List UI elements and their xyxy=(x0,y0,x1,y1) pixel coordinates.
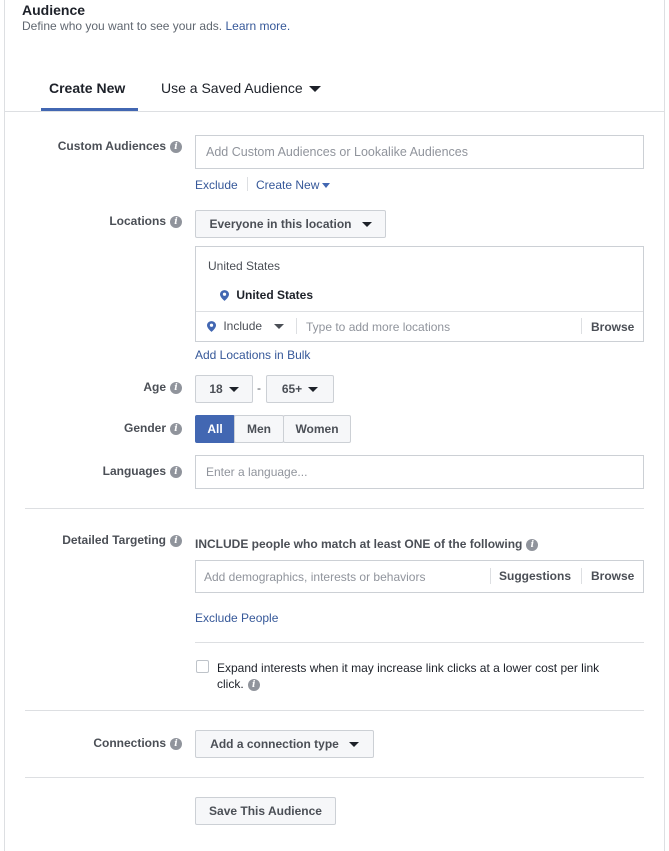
info-icon[interactable]: i xyxy=(170,535,182,547)
custom-audiences-label xyxy=(58,139,182,153)
suggestions-separator xyxy=(490,568,491,584)
tabs-divider xyxy=(5,111,665,112)
selected-location xyxy=(220,288,313,302)
add-locations-bulk-link[interactable]: Add Locations in Bulk xyxy=(195,348,311,362)
section-divider xyxy=(25,777,644,778)
languages-input[interactable] xyxy=(195,455,644,489)
browse-separator xyxy=(581,318,582,334)
label-text: Detailed Targeting xyxy=(62,533,166,547)
dropdown-label: 18 xyxy=(209,382,223,396)
connections-label xyxy=(93,736,182,750)
label-text: Languages xyxy=(102,464,166,478)
dropdown-label: 65+ xyxy=(281,382,303,396)
targeting-divider xyxy=(195,642,644,643)
languages-label xyxy=(103,464,182,478)
caret-down-icon xyxy=(322,183,330,188)
section-title: Audience xyxy=(22,2,86,18)
learn-more-link[interactable]: Learn more. xyxy=(225,19,291,33)
caret-down-icon xyxy=(308,387,318,392)
detailed-targeting-label xyxy=(62,533,182,547)
info-icon[interactable]: i xyxy=(170,738,182,750)
input-placeholder: Add Custom Audiences or Lookalike Audiences xyxy=(206,145,468,159)
expand-interests-label xyxy=(217,660,599,692)
gender-label xyxy=(124,421,182,435)
input-placeholder: Enter a language... xyxy=(206,465,308,479)
section-divider xyxy=(25,710,644,711)
connection-type-dropdown[interactable] xyxy=(195,730,374,758)
dropdown-label: Add a connection type xyxy=(210,737,339,751)
location-type-dropdown[interactable] xyxy=(195,210,386,238)
info-icon[interactable]: i xyxy=(170,216,182,228)
detailed-targeting-input[interactable] xyxy=(204,570,484,584)
label-text: Connections xyxy=(93,736,166,750)
custom-audiences-input[interactable] xyxy=(195,135,644,169)
include-separator xyxy=(296,318,297,334)
info-icon[interactable]: i xyxy=(170,141,182,153)
gender-all-button[interactable]: All xyxy=(195,415,235,443)
caret-down-icon xyxy=(274,324,284,329)
locations-box-divider xyxy=(196,311,643,312)
label-text: Locations xyxy=(109,214,166,228)
targeting-browse-button[interactable]: Browse xyxy=(591,569,635,583)
link-separator xyxy=(247,177,248,191)
expand-interests-checkbox[interactable] xyxy=(196,660,209,673)
age-separator: - xyxy=(257,381,261,395)
tab-create-new[interactable]: Create New xyxy=(49,80,126,96)
section-divider xyxy=(25,508,644,509)
tab-use-saved-audience[interactable] xyxy=(161,80,321,96)
location-browse-button[interactable]: Browse xyxy=(591,320,635,334)
dropdown-label: Everyone in this location xyxy=(209,217,352,231)
suggestions-button[interactable]: Suggestions xyxy=(499,569,572,583)
location-group-label: United States xyxy=(208,259,281,273)
info-icon[interactable]: i xyxy=(526,539,538,551)
age-min-dropdown[interactable] xyxy=(195,375,253,403)
exclude-people-link[interactable]: Exclude People xyxy=(195,611,279,625)
create-new-link[interactable] xyxy=(256,178,330,192)
tab-label: Use a Saved Audience xyxy=(161,80,303,96)
expand-text-line1: Expand interests when it may increase link clicks at a lower cost per link xyxy=(217,661,600,675)
expand-text: click. xyxy=(217,677,244,691)
age-max-dropdown[interactable] xyxy=(266,375,334,403)
link-text: Create New xyxy=(256,178,320,192)
caret-down-icon xyxy=(309,86,321,92)
info-icon[interactable]: i xyxy=(170,423,182,435)
caret-down-icon xyxy=(349,742,359,747)
age-label xyxy=(143,380,182,394)
input-placeholder: Add demographics, interests or behaviors xyxy=(204,570,426,584)
selected-location-text: United States xyxy=(236,288,314,302)
info-icon[interactable]: i xyxy=(248,679,260,691)
subtitle-text: Define who you want to see your ads. xyxy=(22,19,223,33)
label-text: Age xyxy=(143,380,166,394)
exclude-link[interactable]: Exclude xyxy=(195,178,238,192)
locations-label xyxy=(109,214,182,228)
caret-down-icon xyxy=(362,222,372,227)
info-icon[interactable]: i xyxy=(170,466,182,478)
instruction-text: INCLUDE people who match at least ONE of the following xyxy=(195,537,523,551)
label-text: Custom Audiences xyxy=(57,139,166,153)
gender-women-button[interactable]: Women xyxy=(283,415,351,443)
include-label: Include xyxy=(223,319,263,333)
save-audience-button[interactable]: Save This Audience xyxy=(195,797,336,825)
gender-men-button[interactable]: Men xyxy=(234,415,284,443)
include-dropdown[interactable] xyxy=(207,319,284,333)
label-text: Gender xyxy=(123,421,166,435)
location-pin-icon xyxy=(220,290,229,301)
targeting-instruction xyxy=(195,537,538,551)
location-search-input[interactable] xyxy=(306,320,574,334)
browse-separator xyxy=(581,568,582,584)
caret-down-icon xyxy=(229,387,239,392)
location-pin-icon xyxy=(207,321,216,332)
section-subtitle xyxy=(22,19,290,33)
expand-text-line2 xyxy=(217,676,599,692)
info-icon[interactable]: i xyxy=(170,382,182,394)
input-placeholder: Type to add more locations xyxy=(306,320,451,334)
